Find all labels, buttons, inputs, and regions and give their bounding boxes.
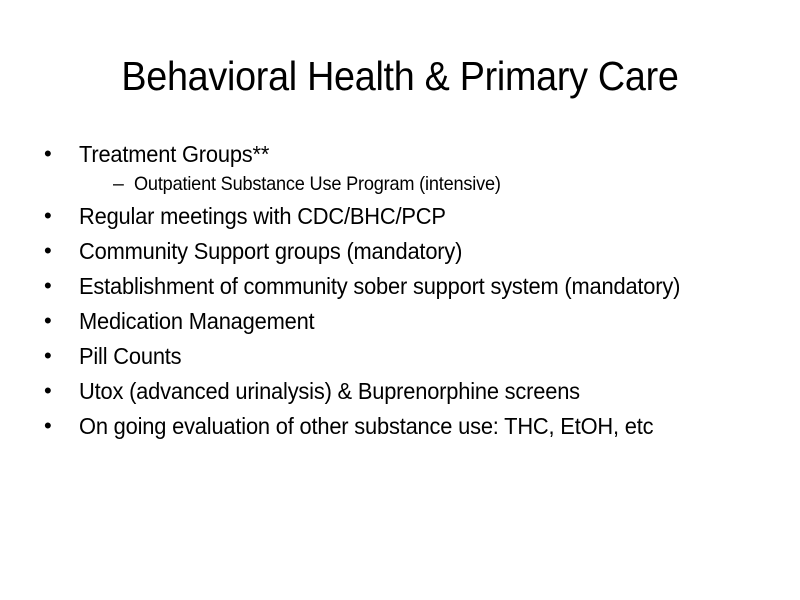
sub-list-item-text: Outpatient Substance Use Program (intensive) <box>134 173 501 195</box>
list-item-text: Regular meetings with CDC/BHC/PCP <box>79 203 446 229</box>
list-item-community-support-groups <box>40 237 760 265</box>
list-item-substance-evaluation <box>40 412 760 440</box>
list-item-medication-management <box>40 307 760 335</box>
bullet-icon: • <box>44 378 52 403</box>
list-item-text: Utox (advanced urinalysis) & Buprenorphine screens <box>79 378 580 404</box>
bullet-icon: • <box>44 273 52 298</box>
list-item-regular-meetings <box>40 202 760 230</box>
list-item-text: Community Support groups (mandatory) <box>79 238 463 264</box>
bullet-icon: • <box>44 343 52 368</box>
list-item-pill-counts <box>40 342 760 370</box>
bullet-icon: • <box>44 203 52 228</box>
list-item-utox-screens <box>40 377 760 405</box>
slide-title: Behavioral Health & Primary Care <box>121 53 679 99</box>
sub-list-item-outpatient-program <box>40 172 760 196</box>
list-item-treatment-groups <box>40 140 760 168</box>
list-item-text: Treatment Groups** <box>79 141 270 167</box>
bullet-icon: • <box>44 141 52 166</box>
bullet-list <box>40 140 760 447</box>
bullet-icon: • <box>44 238 52 263</box>
list-item-text: Establishment of community sober support system (mandatory) <box>79 273 681 299</box>
dash-icon: – <box>113 173 124 195</box>
list-item-text: Pill Counts <box>79 343 182 369</box>
list-item-text: On going evaluation of other substance use: THC, EtOH, etc <box>79 413 654 439</box>
list-item-text: Medication Management <box>79 308 315 334</box>
bullet-icon: • <box>44 413 52 438</box>
list-item-sober-support-system <box>40 272 760 300</box>
bullet-icon: • <box>44 308 52 333</box>
